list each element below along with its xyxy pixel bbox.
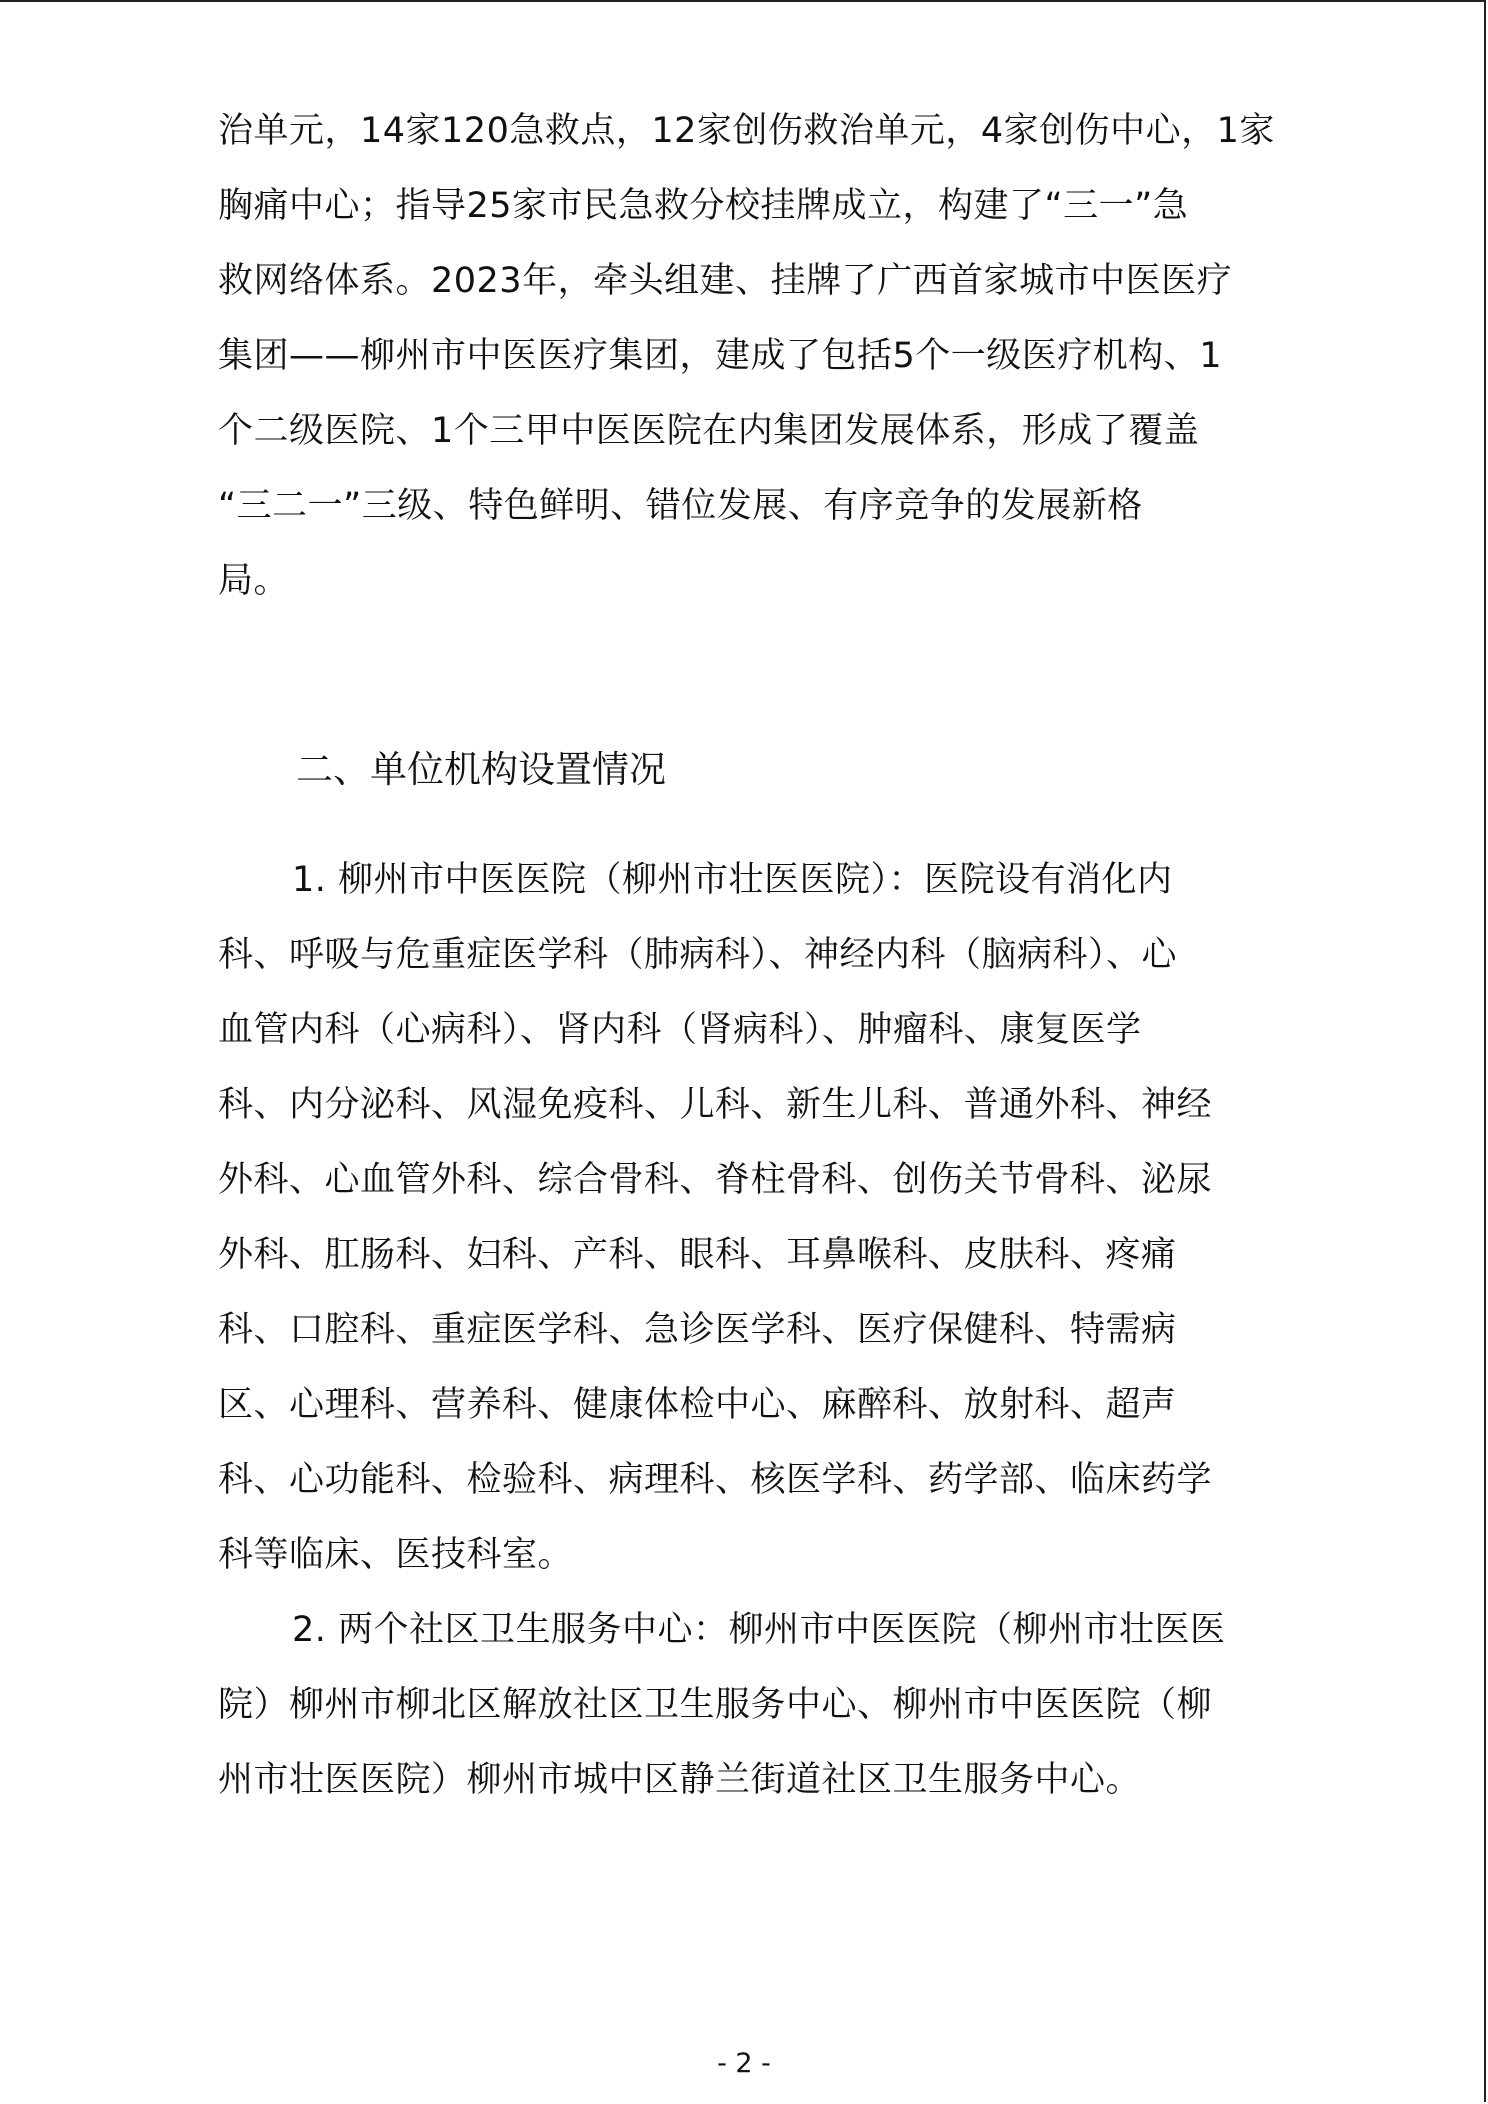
paragraph-line: 集团——柳州市中医医疗集团，建成了包括5个一级医疗机构、1 bbox=[218, 336, 1223, 376]
paragraph-line: 救网络体系。2023年，牵头组建、挂牌了广西首家城市中医医疗 bbox=[218, 261, 1233, 301]
paragraph-line: “三二一”三级、特色鲜明、错位发展、有序竞争的发展新格 bbox=[218, 486, 1143, 526]
page-number: - 2 - bbox=[717, 2048, 771, 2079]
item1-line: 1. 柳州市中医医院（柳州市壮医医院）：医院设有消化内 bbox=[292, 860, 1173, 900]
item1-line: 科、心功能科、检验科、病理科、核医学科、药学部、临床药学 bbox=[218, 1460, 1213, 1500]
item1-line: 外科、心血管外科、综合骨科、脊柱骨科、创伤关节骨科、泌尿 bbox=[218, 1160, 1213, 1200]
item1-line: 区、心理科、营养科、健康体检中心、麻醉科、放射科、超声 bbox=[218, 1385, 1177, 1425]
paragraph-line: 个二级医院、1个三甲中医医院在内集团发展体系，形成了覆盖 bbox=[218, 411, 1200, 451]
item1-line: 科、呼吸与危重症医学科（肺病科）、神经内科（脑病科）、心 bbox=[218, 935, 1178, 975]
item1-line: 科、口腔科、重症医学科、急诊医学科、医疗保健科、特需病 bbox=[218, 1310, 1177, 1350]
paragraph-line: 治单元，14家120急救点，12家创伤救治单元，4家创伤中心，1家 bbox=[218, 111, 1275, 151]
item1-line: 科等临床、医技科室。 bbox=[218, 1535, 574, 1575]
item1-line: 外科、肛肠科、妇科、产科、眼科、耳鼻喉科、皮肤科、疼痛 bbox=[218, 1235, 1177, 1275]
section-heading: 二、单位机构设置情况 bbox=[296, 748, 666, 791]
item1-line: 科、内分泌科、风湿免疫科、儿科、新生儿科、普通外科、神经 bbox=[218, 1085, 1213, 1125]
item2-line: 州市壮医医院）柳州市城中区静兰街道社区卫生服务中心。 bbox=[218, 1760, 1142, 1800]
item2-line: 2. 两个社区卫生服务中心：柳州市中医医院（柳州市壮医医 bbox=[292, 1610, 1226, 1650]
paragraph-line: 局。 bbox=[218, 561, 290, 601]
item2-line: 院）柳州市柳北区解放社区卫生服务中心、柳州市中医医院（柳 bbox=[218, 1685, 1213, 1725]
paragraph-line: 胸痛中心；指导25家市民急救分校挂牌成立，构建了“三一”急 bbox=[218, 186, 1189, 226]
item1-line: 血管内科（心病科）、肾内科（肾病科）、肿瘤科、康复医学 bbox=[218, 1010, 1142, 1050]
